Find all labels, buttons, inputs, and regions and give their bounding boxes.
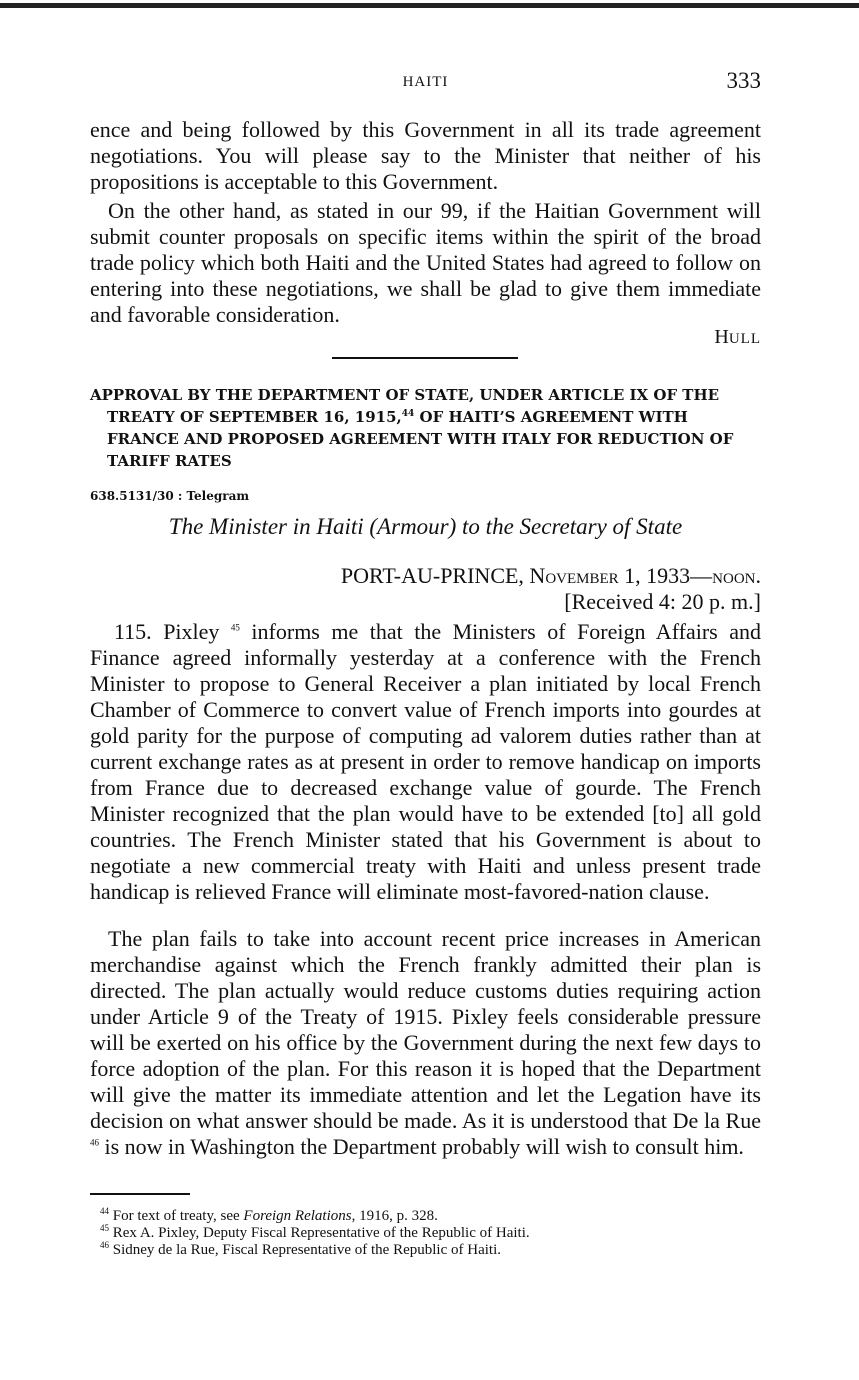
- footnote-number: 45: [100, 1223, 109, 1233]
- signature-hull: [714, 326, 761, 349]
- file-reference: 638.5131/30 : Telegram: [90, 489, 250, 503]
- footnote-text: Sidney de la Rue, Fiscal Representative of the Republic of Haiti.: [109, 1242, 501, 1258]
- footnote-46: [100, 1242, 761, 1259]
- footnote-number: 46: [100, 1240, 109, 1250]
- footnote-text-end: , 1916, p. 328.: [351, 1208, 438, 1224]
- document-title: The Minister in Haiti (Armour) to the Secretary of State: [168, 514, 683, 539]
- received-time: [Received 4: 20 p. m.]: [564, 589, 761, 614]
- footnote-text: For text of treaty, see: [109, 1208, 244, 1224]
- telegram-paragraph-2: [90, 926, 761, 1160]
- footnote-rule: [90, 1193, 190, 1195]
- footnote-44: [100, 1208, 761, 1225]
- telegram-p1-rest: informs me that the Ministers of Foreign Affairs and Finance agreed informally yesterday at a conference with the French Minister to propose to General Receiver a plan initiated by local French Chamber of Commerce to convert value of French imports into gourdes at gold parity for the purpose of computing ad valorem duties rather than at current exchange rates as at present in order to remove handicap on imports from France due to decreased exchange value of gourde. The French Minister recognized that the plan would have to be extended [to] all gold countries. The French Minister stated that his Government is about to negotiate a new commercial treaty with Haiti and unless present trade handicap is relieved France will eliminate most-favored-nation clause.: [90, 619, 761, 904]
- section-divider: [332, 357, 518, 359]
- top-border-line: [0, 3, 859, 8]
- dateline: PORT-AU-PRINCE, November 1, 1933—noon.: [340, 563, 761, 588]
- telegram-paragraph-1: [90, 619, 761, 905]
- heading-part-2: OF HAITI’S AGREEMENT WITH FRANCE AND PROPOSED AGREEMENT WITH ITALY FOR REDUCTION OF TARIFF RATES: [107, 408, 734, 470]
- paragraph-continuation: ence and being followed by this Government in all its trade agreement negotiations. You will please say to the Minister that neither of his propositions is acceptable to this Government.: [90, 117, 761, 194]
- signature-rest: ULL: [728, 331, 761, 347]
- telegram-p2-start: The plan fails to take into account recent price increases in American merchandise against which the French frankly admitted their plan is directed. The plan actually would reduce customs duties requiring action under Article 9 of the Treaty of 1915. Pixley feels considerable pressure will be exerted on his office by the Government during the next few days to force adoption of the plan. For this reason it is hoped that the Department will give the matter its immediate attention and let the Legation have its decision on what answer should be made. As it is understood that De la Rue: [90, 926, 761, 1133]
- paragraph-counter-proposals: On the other hand, as stated in our 99, if the Haitian Government will submit counter proposals on specific items within the spirit of the broad trade policy which both Haiti and the United States had agreed to follow on entering into these negotiations, we shall be glad to give them immediate and favorable consideration.: [90, 198, 761, 327]
- heading-footnote-ref: 44: [401, 409, 415, 419]
- telegram-p1-start: 115. Pixley: [114, 619, 231, 644]
- footnote-45: [100, 1225, 761, 1242]
- footnote-text: Rex A. Pixley, Deputy Fiscal Representative of the Republic of Haiti.: [109, 1225, 530, 1241]
- telegram-p2-rest: is now in Washington the Department probably will wish to consult him.: [99, 1134, 744, 1159]
- footnotes: [100, 1208, 761, 1259]
- running-head: [90, 68, 761, 100]
- heading-part-1: APPROVAL BY THE DEPARTMENT OF STATE, UNDER ARTICLE IX OF THE TREATY OF SEPTEMBER 16, 1915,: [90, 386, 720, 426]
- signature-initial: H: [714, 326, 729, 348]
- footnote-ref-46: 46: [90, 1137, 99, 1148]
- running-title: HAITI: [402, 74, 449, 90]
- footnote-number: 44: [100, 1206, 109, 1216]
- section-heading: [90, 384, 761, 472]
- page-number: 333: [726, 68, 761, 93]
- footnote-italic-title: Foreign Relations: [243, 1208, 352, 1224]
- footnote-ref-45: 45: [230, 622, 240, 633]
